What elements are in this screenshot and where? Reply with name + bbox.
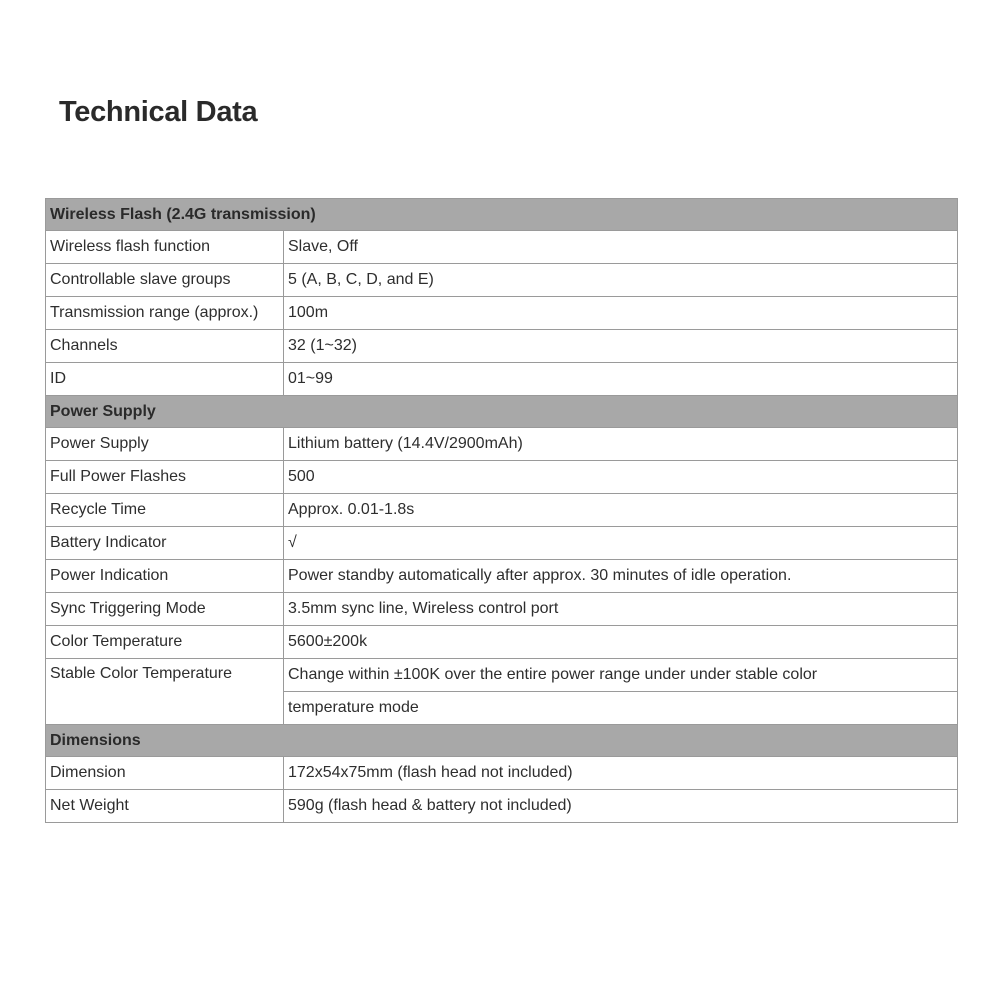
spec-value: 32 (1~32) [284, 330, 958, 363]
technical-data-table [45, 198, 958, 823]
spec-value: 3.5mm sync line, Wireless control port [284, 593, 958, 626]
spec-label: Stable Color Temperature [46, 659, 284, 725]
table-row [46, 461, 958, 494]
section-heading: Dimensions [46, 725, 958, 757]
spec-value: Approx. 0.01-1.8s [284, 494, 958, 527]
spec-label: Controllable slave groups [46, 264, 284, 297]
spec-label: Power Supply [46, 428, 284, 461]
spec-label: ID [46, 363, 284, 396]
spec-label: Color Temperature [46, 626, 284, 659]
page-title: Technical Data [59, 96, 258, 128]
table-row [46, 330, 958, 363]
spec-value: Lithium battery (14.4V/2900mAh) [284, 428, 958, 461]
spec-label: Recycle Time [46, 494, 284, 527]
table-row [46, 560, 958, 593]
spec-value: 5600±200k [284, 626, 958, 659]
table-row [46, 790, 958, 823]
spec-value-continued: temperature mode [284, 692, 958, 725]
table-row [46, 264, 958, 297]
spec-value: Power standby automatically after approx. 30 minutes of idle operation. [284, 560, 958, 593]
table-row [46, 757, 958, 790]
section-header-dimensions [46, 725, 958, 757]
table-row [46, 527, 958, 560]
spec-label: Transmission range (approx.) [46, 297, 284, 330]
spec-label: Wireless flash function [46, 231, 284, 264]
spec-value: 500 [284, 461, 958, 494]
table-row [46, 659, 958, 692]
check-mark-icon: √ [284, 527, 958, 560]
spec-value: 590g (flash head & battery not included) [284, 790, 958, 823]
spec-value: Change within ±100K over the entire power range under under stable color [284, 659, 958, 692]
table-row [46, 494, 958, 527]
section-heading: Power Supply [46, 396, 958, 428]
table-row [46, 626, 958, 659]
spec-label: Dimension [46, 757, 284, 790]
spec-value: 172x54x75mm (flash head not included) [284, 757, 958, 790]
table-row [46, 297, 958, 330]
table-row [46, 593, 958, 626]
spec-label: Battery Indicator [46, 527, 284, 560]
spec-label: Net Weight [46, 790, 284, 823]
spec-label: Power Indication [46, 560, 284, 593]
table-row [46, 231, 958, 264]
spec-value: 5 (A, B, C, D, and E) [284, 264, 958, 297]
section-heading: Wireless Flash (2.4G transmission) [46, 199, 958, 231]
section-header-wireless-flash [46, 199, 958, 231]
spec-value: 100m [284, 297, 958, 330]
spec-label: Channels [46, 330, 284, 363]
table-row [46, 428, 958, 461]
section-header-power-supply [46, 396, 958, 428]
spec-label: Sync Triggering Mode [46, 593, 284, 626]
spec-value: 01~99 [284, 363, 958, 396]
spec-value: Slave, Off [284, 231, 958, 264]
table-row [46, 363, 958, 396]
spec-label: Full Power Flashes [46, 461, 284, 494]
